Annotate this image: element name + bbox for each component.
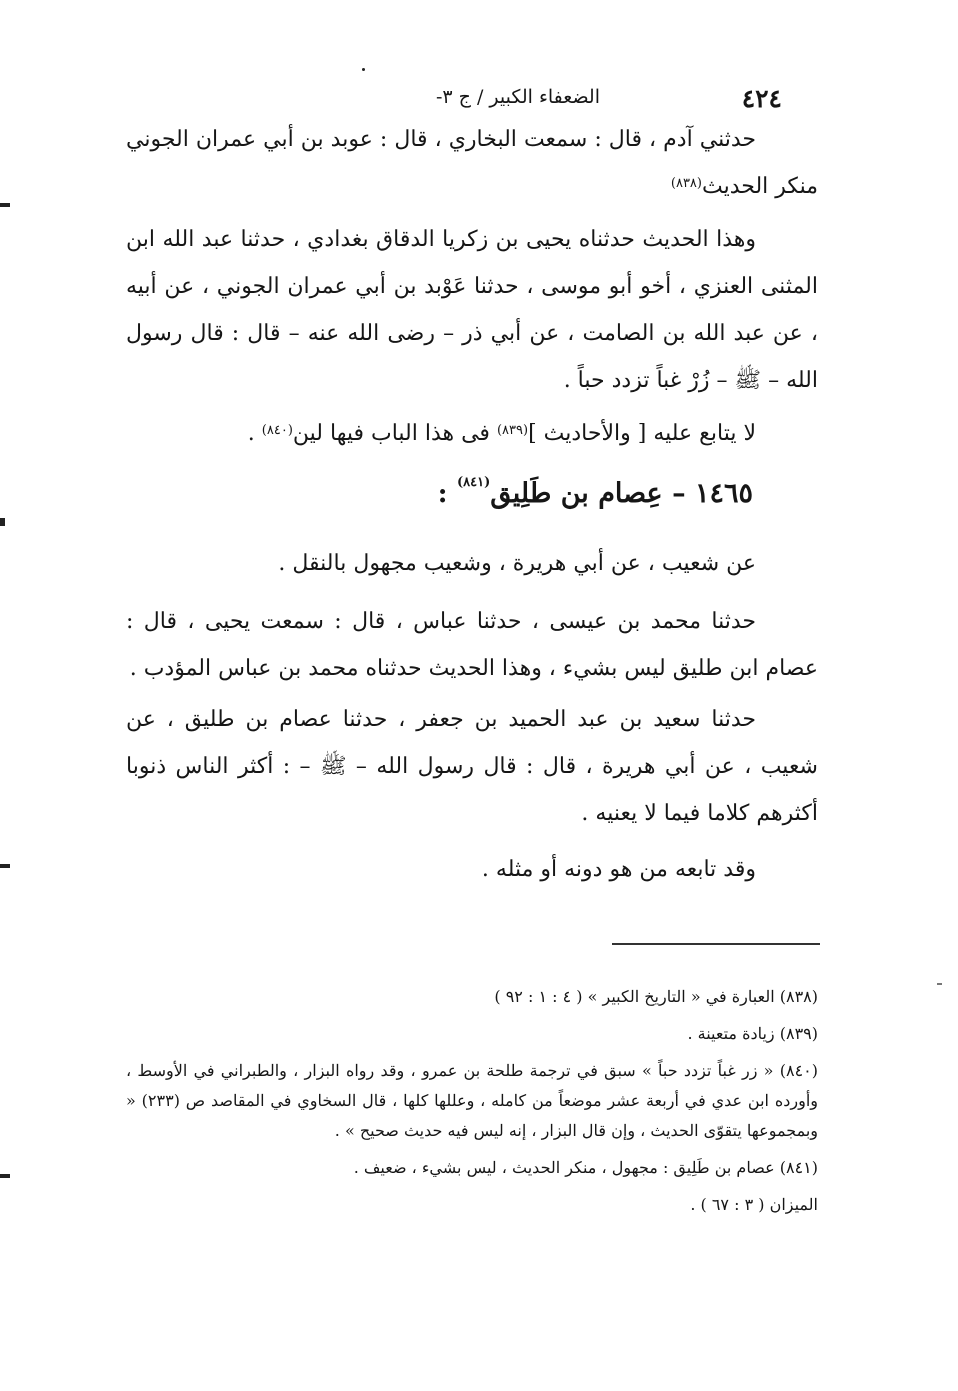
page-number: ٤٢٤ [741,84,782,113]
page-header [330,84,790,114]
footnote-840: (٨٤٠) « زر غباً تزدد حباً » سبق في ترجمة طلحة بن عمرو ، وقد رواه البزار ، والطبراني في الأوسط ، وأورده ابن عدي في أربعة عشر موضعاً من كامله ، وعللها كلها ، قال السخاوي في المقاصد ص (٢٣٣) « وبمجموعها يتقوّى الحديث ، وإن قال البزار ، إنه ليس فيه حديث صحيح » . [126,1061,819,1140]
paragraph-hadith-kalam [126,696,818,837]
entry-number: ١٤٦٥ [694,478,753,509]
paragraph-text: عن شعيب ، عن أبي هريرة ، وشعيب مجهول بالنقل . [278,551,756,576]
paragraph-shuayb [126,540,818,587]
footnote-ref: (٨٣٨) [670,176,702,191]
paragraph-text: حدثني آدم ، قال : سمعت البخاري ، قال : عوبد بن أبي عمران الجوني منكر الحديث [126,127,818,199]
paragraph-adam-bukhari [126,116,818,210]
paragraph-not-followed [126,410,818,457]
entry-dash: – [672,478,686,509]
running-title: الضعفاء الكبير / ج ٣- [435,86,600,108]
footnote-841: (٨٤١) عصام بن طَلِيق : مجهول ، منكر الحديث ، ليس بشيء ، ضعيف . [353,1158,818,1177]
scan-margin-mark [937,983,942,985]
scan-margin-mark [0,518,5,526]
footnote-839: (٨٣٩) زيادة متعينة . [687,1024,818,1043]
paragraph-zur-ghiban-isnad [126,216,818,404]
footnote-ref: (٨٤١) [456,475,491,490]
footnote-ref: (٨٣٩) [496,423,529,438]
paragraph-text: وقد تابعه من هو دونه أو مثله . [481,857,756,882]
paragraph-yahya-opinion [126,598,818,692]
paragraph-text: وهذا الحديث حدثناه يحيى بن زكريا الدقاق بغدادي ، حدثنا عبد الله ابن المثنى العنزي ، أخو أبو موسى ، حدثنا عَوْبد بن أبي عمران الجوني ، عن أبيه ، عن عبد الله بن الصامت ، عن أبي ذر – رضى الله عنه – قال : قال رسول الله – ﷺ – زُرْ غباً تزدد حباً . [126,227,819,393]
footnote-841-source: الميزان ( ٣ : ٦٧ ) . [690,1195,818,1214]
text-segment: فى هذا الباب فيها لين [292,421,497,446]
scan-margin-mark [0,1174,10,1178]
paragraph-followed [126,846,818,893]
scan-margin-mark [0,864,10,868]
scan-margin-mark [0,203,10,207]
paragraph-text: حدثنا سعيد بن عبد الحميد بن جعفر ، حدثنا عصام بن طليق ، عن شعيب ، عن أبي هريرة ، قال : قال رسول الله – ﷺ – : أكثر الناس ذنوبا أكثرهم كلاما فيما لا يعنيه . [126,707,818,826]
paragraph-text: حدثنا محمد بن عيسى ، حدثنا عباس ، قال : سمعت يحيى ، قال : عصام ابن طليق ليس بشيء ، وهذا الحديث حدثناه محمد بن عباس المؤدب . [126,609,818,681]
text-segment: . [247,421,262,446]
footnote-838: (٨٣٨) العبارة في « التاريخ الكبير » ( ٤ : ١ : ٩٢ ) [494,987,818,1006]
text-segment: لا يتابع عليه [ والأحاديث ] [528,421,756,446]
entry-colon: : [437,478,457,509]
entry-name: عِصام بن طَلِيق [490,478,663,509]
entry-heading [437,475,753,509]
ink-speck [362,68,365,71]
footnote-ref: (٨٤٠) [261,423,293,438]
footnotes [126,982,818,1227]
footnote-separator [612,943,820,945]
